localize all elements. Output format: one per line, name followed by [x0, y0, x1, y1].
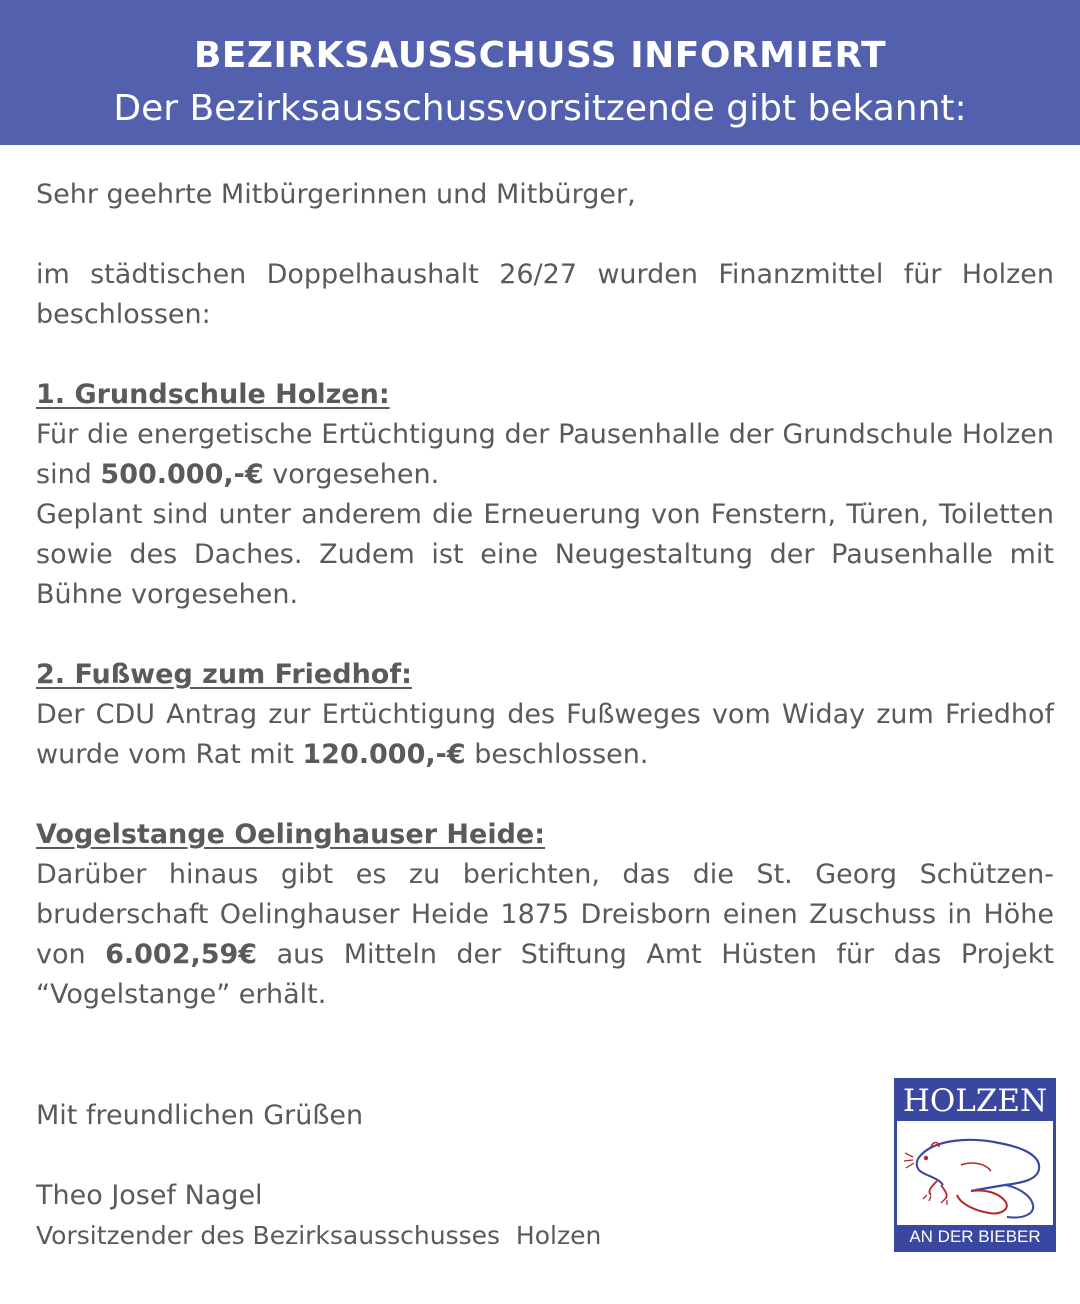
signature-role: Vorsitzender des Bezirksausschusses Holzen [36, 1221, 602, 1250]
section-text-fussweg: Der CDU Antrag zur Ertüchtigung des Fußweges vom Widay zum Friedhof wurde vom Rat mit 120.000,-€ beschlossen. [36, 699, 1054, 770]
page-title: BEZIRKSAUSSCHUSS INFORMIERT [193, 35, 887, 76]
section-text-vogelstange: Darüber hinaus gibt es zu berichten, das die St. Georg Schützen-bruderschaft Oelinghauser Heide 1875 Dreisborn einen Zuschuss in Höhe von 6.002,59€ aus Mitteln der Stiftung Amt Hüsten für das Projekt “Vogelstange” erhält. [36, 859, 1054, 1010]
amount-fussweg: 120.000,-€ [302, 739, 466, 770]
header-banner [0, 0, 1080, 145]
signature-name: Theo Josef Nagel [36, 1180, 263, 1211]
letter-body [36, 175, 1054, 1015]
amount-grundschule: 500.000,-€ [100, 459, 264, 490]
section-text-grundschule: Für die energetische Ertüchtigung der Pausenhalle der Grundschule Holzen sind 500.000,-€ vorgesehen. [36, 419, 1054, 490]
closing-line: Mit freundlichen Grüßen [36, 1100, 364, 1131]
logo-bottom-text: AN DER BIEBER [897, 1225, 1053, 1249]
intro-paragraph: im städtischen Doppelhaushalt 26/27 wurden Finanzmittel für Holzen beschlossen: [36, 259, 1054, 330]
page-subtitle: Der Bezirksausschussvorsitzende gibt bekannt: [113, 88, 967, 129]
section-extra-grundschule: Geplant sind unter anderem die Erneuerung von Fenstern, Türen, Toiletten sowie des Daches. Zudem ist eine Neugestaltung der Pausenhalle mit Bühne vorgesehen. [36, 499, 1054, 610]
logo-top-text: HOLZEN [897, 1081, 1053, 1121]
section-heading-vogelstange: Vogelstange Oelinghauser Heide: [36, 819, 546, 850]
holzen-logo [894, 1078, 1056, 1252]
section-heading-grundschule: 1. Grundschule Holzen: [36, 379, 390, 410]
beaver-icon [901, 1125, 1049, 1223]
amount-vogelstange: 6.002,59€ [105, 939, 258, 970]
section-heading-fussweg: 2. Fußweg zum Friedhof: [36, 659, 412, 690]
salutation: Sehr geehrte Mitbürgerinnen und Mitbürger, [36, 179, 636, 210]
